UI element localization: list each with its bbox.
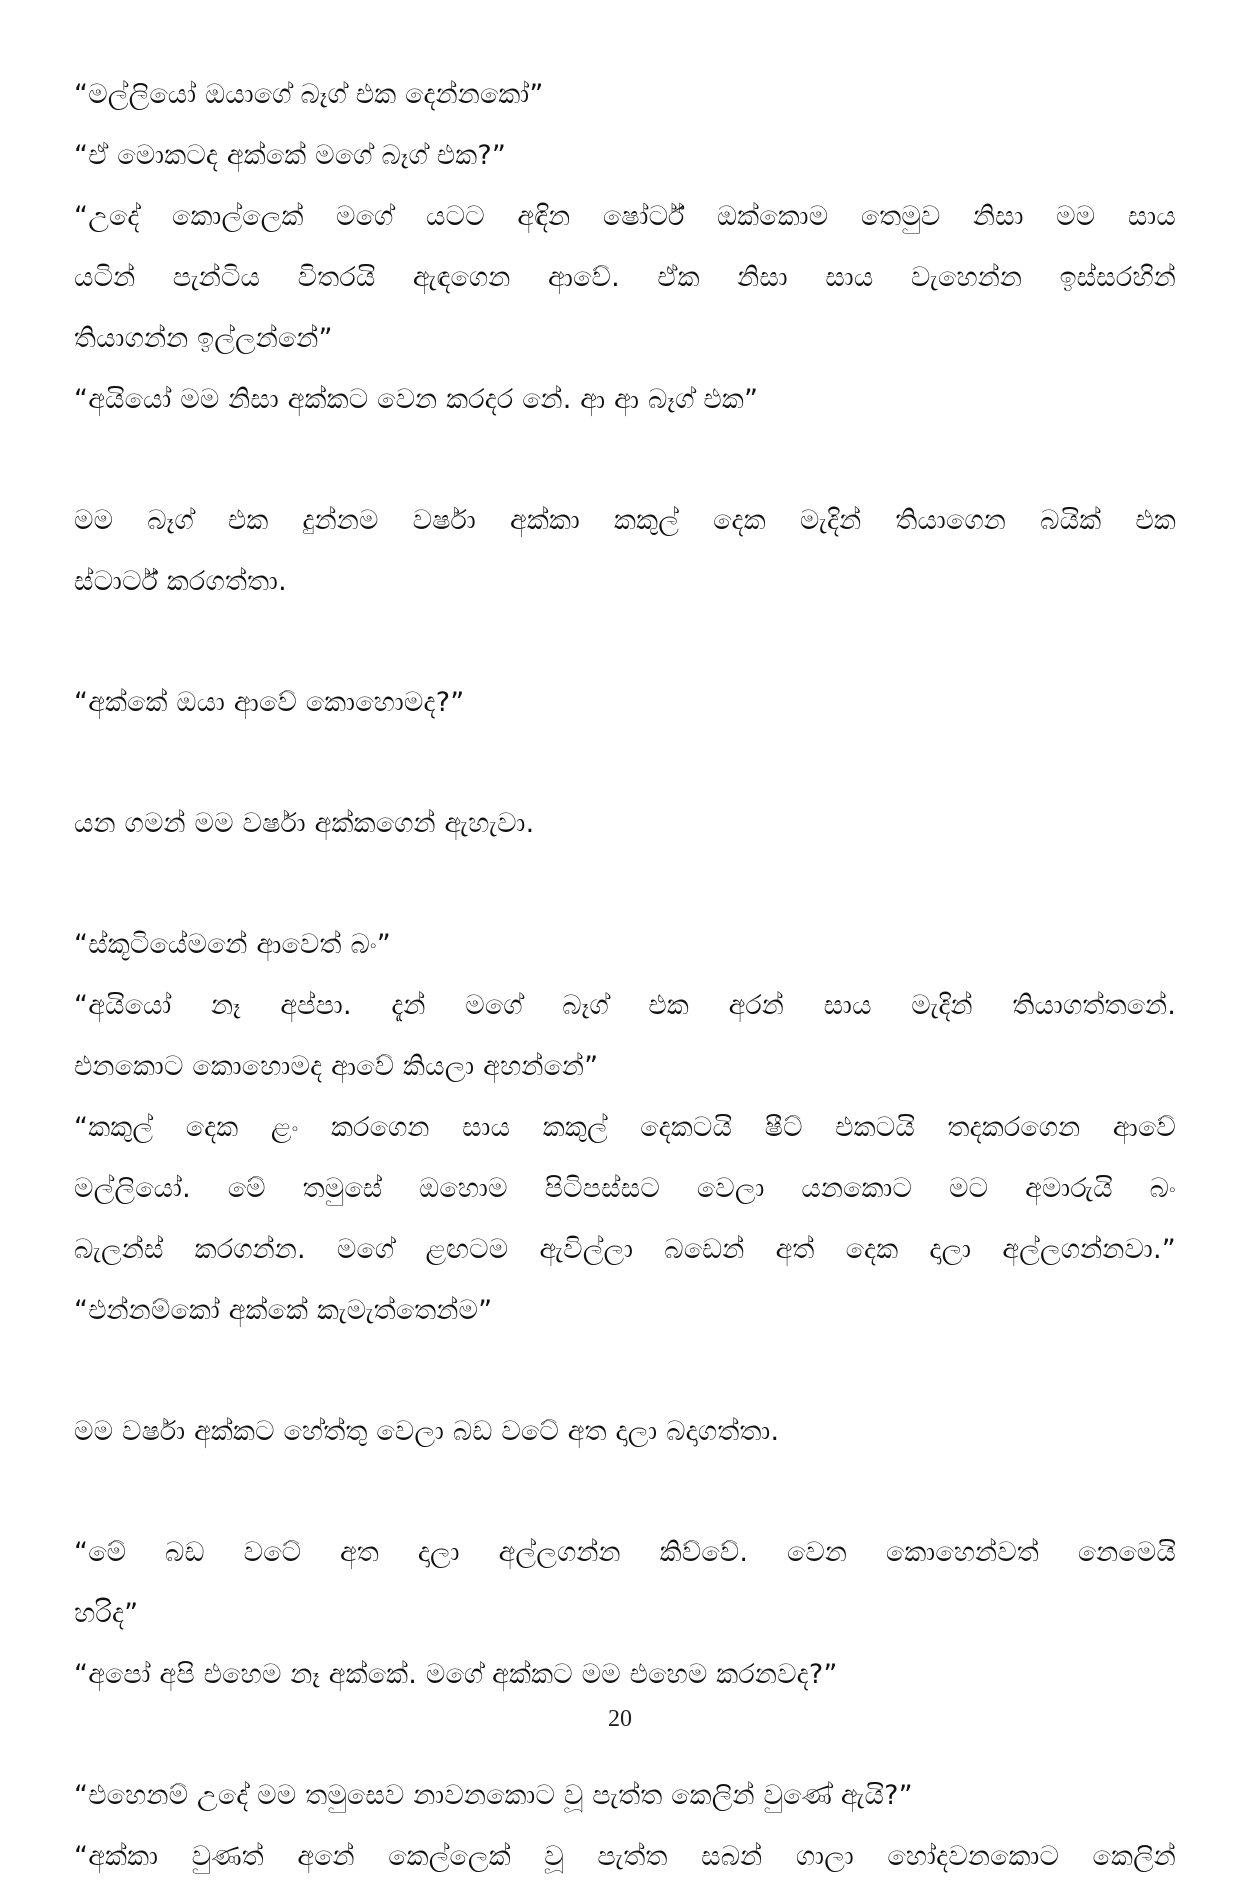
paragraph-gap: [74, 854, 1176, 914]
paragraph-gap: [74, 733, 1176, 793]
paragraph-gap: [74, 1341, 1176, 1401]
text-line: හරිද”: [74, 1598, 139, 1629]
text-line: මම බෑග් එක දුන්නම වර්ෂා අක්කා කකුල් දෙක මැදින් තියාගෙන බයික් එක: [74, 505, 1176, 536]
text-line: “අක්කේ ඔයා ආවේ කොහොමද?”: [74, 687, 465, 718]
text-line: “එන්නම්කෝ අක්කේ කැමැත්තෙන්ම”: [74, 1295, 493, 1326]
text-line: “ස්කූටියේමනේ ආවෙත් බං”: [74, 929, 391, 960]
text-line: “මේ බඩ වටේ අත දාලා අල්ලගන්න කිව්වේ. වෙන කොහෙන්වත් නෙමෙයි: [74, 1537, 1176, 1568]
paragraph-gap: [74, 1462, 1176, 1522]
text-line: එනකොට කොහොමද ආවේ කියලා අහන්නේ”: [74, 1051, 599, 1082]
text-line: යටින් පැන්ටිය විතරයි ඇඳගෙන ආවේ. ඒක නිසා සාය වැහෙන්න ඉස්සරහින්: [74, 262, 1176, 293]
text-line: යන ගමන් මම වර්ෂා අක්කගෙන් ඇහැවා.: [74, 808, 535, 839]
page-number: 20: [608, 1706, 632, 1732]
text-line: “අපෝ අපි එහෙම නෑ අක්කේ. මගේ අක්කට මම එහෙම කරනවද?”: [74, 1659, 838, 1690]
text-line: මම වර්ෂා අක්කට හේත්තු වෙලා බඩ වටේ අත දාලා බදාගත්තා.: [74, 1416, 780, 1447]
paragraph-gap: [74, 612, 1176, 672]
text-line: “අක්කා වුණත් අනේ කෙල්ලෙක් වූ පැත්ත සබන් ගාලා හෝදවනකොට කෙලින්: [74, 1841, 1176, 1872]
text-line: “අයියෝ මම නිසා අක්කට වෙන කරදර නේ. ආ ආ බෑග් එක”: [74, 384, 759, 415]
text-line: “කකුල් දෙක ළං කරගෙන සාය කකුල් දෙකටයි ෂීට් එකටයි තදකරගෙන ආවේ: [74, 1112, 1176, 1143]
text-line: “එහෙනම් උදේ මම තමුසෙව නාවනකොට වූ පැත්ත කෙලින් වුණේ ඇයි?”: [74, 1780, 913, 1811]
text-line: “මල්ලියෝ ඔයාගේ බෑග් එක දෙන්නකෝ”: [74, 79, 544, 110]
text-line: “උදේ කොල්ලෙක් මගේ යටට අඳින ෂෝර්ට් ඔක්කොම තෙමුව නිසා මම සාය: [74, 201, 1176, 232]
story-text: [74, 64, 1176, 1887]
text-line: මල්ලියෝ. මේ තමුසේ ඔහොම පිටිපස්සට වෙලා යනකොට මට අමාරුයි බං: [74, 1173, 1176, 1204]
text-line: “ඒ මොකටද අක්කේ මගේ බෑග් එක?”: [74, 140, 507, 171]
text-line: “අයියෝ නෑ අප්පා. දැන් මගේ බෑග් එක අරන් සාය මැදින් තියාගත්තනේ.: [74, 990, 1176, 1021]
paragraph-gap: [74, 430, 1176, 490]
text-line: තියාගන්න ඉල්ලන්නේ”: [74, 323, 333, 354]
text-line: ස්ටාර්ට් කරගත්තා.: [74, 566, 287, 597]
text-line: බැලන්ස් කරගන්න. මගේ ළඟටම ඇවිල්ලා බඩෙන් අත් දෙක දාලා අල්ලගන්නවා.”: [74, 1234, 1176, 1265]
